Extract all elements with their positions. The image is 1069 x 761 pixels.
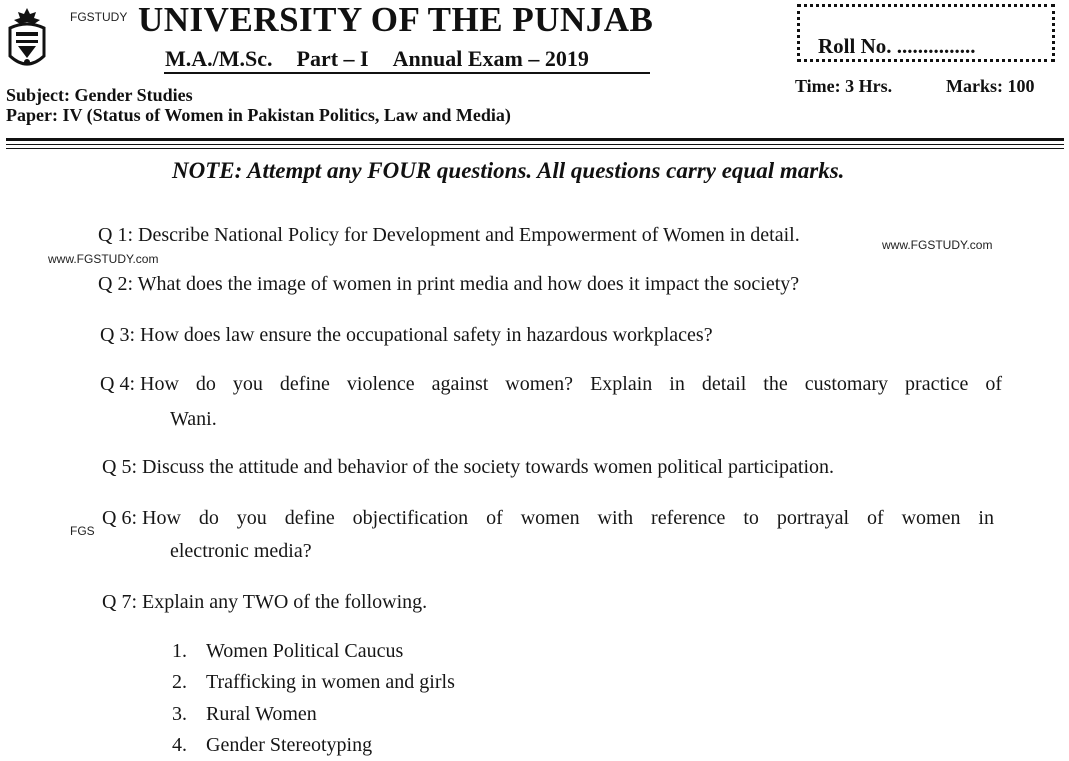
list-item [172, 703, 317, 726]
paper-line: Paper: IV (Status of Women in Pakistan Politics, Law and Media) [6, 105, 511, 125]
question-3 [100, 324, 713, 347]
question-6 [102, 507, 994, 530]
watermark-top: FGSTUDY [70, 10, 128, 24]
exam-marks: Marks: 100 [946, 76, 1035, 96]
question-text: Describe National Policy for Development and Empowerment of Women in detail. [138, 224, 800, 246]
question-label: Q 4: [100, 373, 135, 395]
question-text: What does the image of women in print media and how does it impact the society? [137, 273, 800, 295]
question-label: Q 7: [102, 591, 137, 613]
question-1 [98, 224, 800, 247]
header-divider-thin-2 [6, 148, 1064, 149]
question-7 [102, 591, 427, 614]
list-item-text: Gender Stereotyping [206, 734, 373, 756]
header-divider-thick [6, 138, 1064, 141]
list-item-number: 3. [172, 703, 187, 725]
list-item [172, 734, 372, 757]
list-item-number: 4. [172, 734, 187, 756]
question-label: Q 1: [98, 224, 133, 246]
question-text: How do you define objectification of women with reference to portrayal of women in [142, 507, 994, 529]
question-4 [100, 373, 1002, 396]
instructions-note: NOTE: Attempt any FOUR questions. All questions carry equal marks. [172, 158, 845, 183]
list-item [172, 640, 403, 663]
list-item-text: Rural Women [206, 703, 317, 725]
question-5 [102, 456, 834, 479]
list-item-text: Women Political Caucus [206, 640, 404, 662]
watermark-right: www.FGSTUDY.com [882, 238, 993, 252]
watermark-left: www.FGSTUDY.com [48, 252, 159, 266]
question-text: How do you define violence against women? Explain in detail the customary practice of [140, 373, 1002, 395]
degree: M.A./M.Sc. [165, 46, 273, 71]
list-item-text: Trafficking in women and girls [206, 671, 455, 693]
question-2 [98, 273, 799, 296]
question-text: How does law ensure the occupational safety in hazardous workplaces? [140, 324, 713, 346]
university-logo-crest [6, 6, 48, 76]
question-4-continued: Wani. [170, 408, 217, 430]
question-label: Q 2: [98, 273, 133, 295]
header-divider-thin [6, 144, 1064, 145]
question-text: Discuss the attitude and behavior of the society towards women political participation. [142, 456, 835, 478]
exam-line [165, 46, 589, 72]
list-item [172, 671, 455, 694]
list-item-number: 1. [172, 640, 187, 662]
subject-line: Subject: Gender Studies [6, 85, 193, 105]
question-label: Q 3: [100, 324, 135, 346]
exam-time: Time: 3 Hrs. [795, 76, 893, 96]
list-item-number: 2. [172, 671, 187, 693]
exam-underline [164, 72, 650, 74]
university-title: UNIVERSITY OF THE PUNJAB [138, 0, 654, 39]
question-label: Q 5: [102, 456, 137, 478]
roll-number-label: Roll No. ............... [818, 34, 976, 58]
watermark-fgs: FGS [70, 524, 95, 538]
question-text: Explain any TWO of the following. [142, 591, 428, 613]
exam-part: Part – I [296, 46, 369, 71]
question-6-continued: electronic media? [170, 540, 312, 562]
exam-session: Annual Exam – 2019 [392, 46, 589, 71]
question-label: Q 6: [102, 507, 137, 529]
